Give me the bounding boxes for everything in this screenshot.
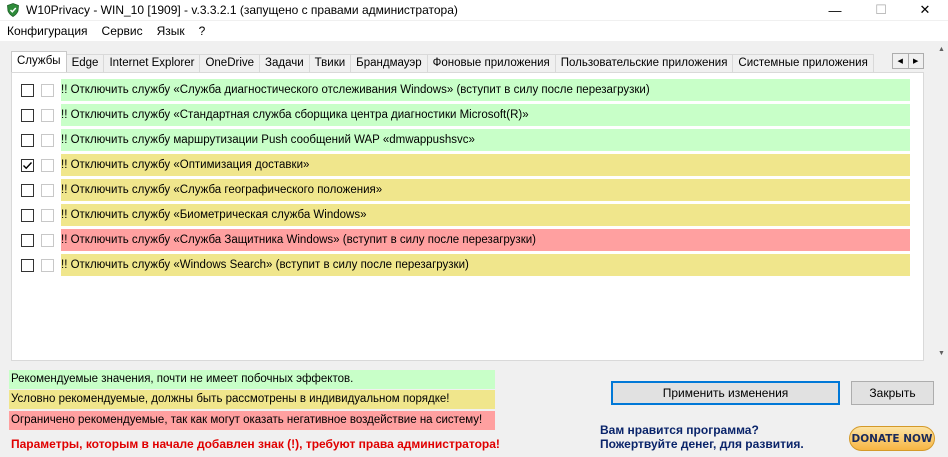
row-checkbox[interactable] (21, 209, 34, 222)
tab-internet-explorer[interactable]: Internet Explorer (103, 54, 200, 72)
menu-bar (0, 21, 948, 41)
tab-tweaks[interactable]: Твики (309, 54, 352, 72)
list-item (12, 104, 922, 126)
row-checkbox[interactable] (21, 109, 34, 122)
list-item (12, 254, 922, 276)
legend-green: Рекомендуемые значения, почти не имеет побочных эффектов. (9, 370, 495, 389)
checkmark-icon (22, 160, 33, 171)
list-item (12, 129, 922, 151)
row-label: !! Отключить службу «Оптимизация доставки» (61, 154, 910, 176)
close-button[interactable]: Закрыть (851, 381, 934, 405)
tab-strip (11, 52, 891, 72)
row-secondary-checkbox[interactable] (41, 234, 54, 247)
donate-button[interactable]: DONATE NOW (849, 426, 935, 451)
maximize-button[interactable]: ☐ (875, 2, 887, 17)
row-label: !! Отключить службу «Windows Search» (вступит в силу после перезагрузки) (61, 254, 910, 276)
scroll-down-icon[interactable]: ▼ (938, 350, 945, 357)
app-shield-icon (6, 3, 20, 17)
row-checkbox[interactable] (21, 259, 34, 272)
tab-onedrive[interactable]: OneDrive (199, 54, 260, 72)
tab-scroll-left-icon[interactable]: ◀ (893, 54, 909, 68)
legend-yellow: Условно рекомендуемые, должны быть рассмотрены в индивидуальном порядке! (9, 390, 495, 409)
row-secondary-checkbox[interactable] (41, 159, 54, 172)
row-secondary-checkbox[interactable] (41, 134, 54, 147)
list-item (12, 229, 922, 251)
row-label: !! Отключить службу маршрутизации Push сообщений WAP «dmwappushsvc» (61, 129, 910, 151)
minimize-button[interactable]: — (828, 2, 842, 18)
scroll-up-icon[interactable]: ▲ (938, 46, 945, 53)
tab-background-apps[interactable]: Фоновые приложения (427, 54, 556, 72)
row-checkbox[interactable] (21, 184, 34, 197)
tab-tasks[interactable]: Задачи (259, 54, 310, 72)
title-bar (0, 0, 948, 20)
tab-scroll-right-icon[interactable]: ▶ (913, 58, 919, 65)
window-title: W10Privacy - WIN_10 [1909] - v.3.3.2.1 (запущено с правами администратора) (26, 3, 458, 17)
donate-line-2: Пожертвуйте денег, для развития. (600, 437, 804, 451)
row-secondary-checkbox[interactable] (41, 209, 54, 222)
admin-warning: Параметры, которым в начале добавлен знак (!), требуют права администратора! (11, 437, 500, 451)
row-secondary-checkbox[interactable] (41, 109, 54, 122)
donate-line-1: Вам нравится программа? (600, 423, 759, 437)
row-label: !! Отключить службу «Служба диагностического отслеживания Windows» (вступит в силу после перезагрузки) (61, 79, 910, 101)
tab-services[interactable]: Службы (11, 51, 67, 72)
list-item (12, 79, 922, 101)
row-checkbox[interactable] (21, 234, 34, 247)
services-panel (11, 72, 924, 361)
row-checkbox[interactable] (21, 134, 34, 147)
list-item (12, 204, 922, 226)
menu-language[interactable]: Язык (156, 24, 185, 38)
tab-edge[interactable]: Edge (66, 54, 105, 72)
tab-scroll-buttons (892, 53, 924, 69)
list-item (12, 154, 922, 176)
row-checkbox[interactable] (21, 84, 34, 97)
row-secondary-checkbox[interactable] (41, 184, 54, 197)
row-secondary-checkbox[interactable] (41, 84, 54, 97)
row-label: !! Отключить службу «Служба географического положения» (61, 179, 910, 201)
close-window-button[interactable]: ✕ (919, 2, 931, 17)
apply-changes-button[interactable]: Применить изменения (611, 381, 840, 405)
menu-service[interactable]: Сервис (101, 24, 143, 38)
menu-help[interactable]: ? (198, 24, 206, 38)
donate-text (600, 423, 804, 451)
menu-configuration[interactable]: Конфигурация (7, 24, 88, 38)
row-label: !! Отключить службу «Биометрическая служба Windows» (61, 204, 910, 226)
tab-user-apps[interactable]: Пользовательские приложения (555, 54, 734, 72)
tab-system-apps[interactable]: Системные приложения (732, 54, 873, 72)
list-item (12, 179, 922, 201)
legend-red: Ограничено рекомендуемые, так как могут оказать негативное воздействие на систему! (9, 411, 495, 430)
row-label: !! Отключить службу «Стандартная служба сборщика центра диагностики Microsoft(R)» (61, 104, 910, 126)
vertical-scrollbar[interactable] (935, 41, 948, 363)
row-secondary-checkbox[interactable] (41, 259, 54, 272)
row-checkbox[interactable] (21, 159, 34, 172)
row-label: !! Отключить службу «Служба Защитника Windows» (вступит в силу после перезагрузки) (61, 229, 910, 251)
tab-firewall[interactable]: Брандмауэр (350, 54, 427, 72)
